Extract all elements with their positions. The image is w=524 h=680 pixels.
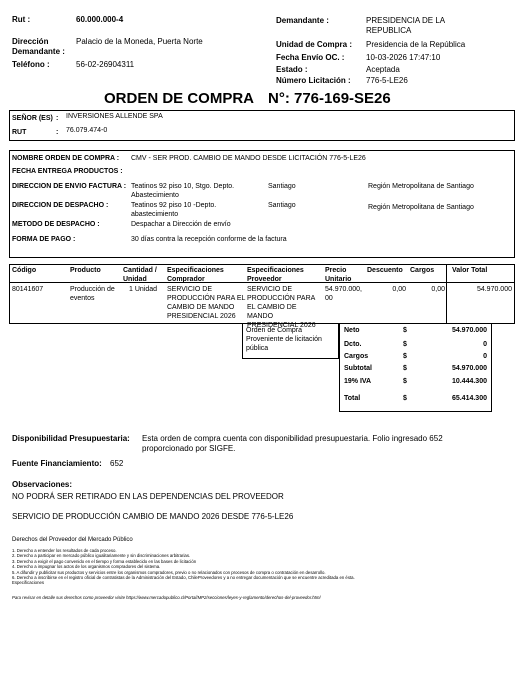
total-currency: $ xyxy=(403,327,407,334)
rut-value: 60.000.000-4 xyxy=(76,15,124,24)
total-label: Subtotal xyxy=(344,365,372,372)
fecha-envio-value: 10-03-2026 17:47:10 xyxy=(366,53,441,62)
col-precio: Precio Unitario xyxy=(325,267,352,283)
observaciones-line-2: SERVICIO DE PRODUCCIÓN CAMBIO DE MANDO 2026 DESDE 776-5-LE26 xyxy=(12,512,294,521)
derechos-item: 1. Derecho a entender los resultados de cada proceso. xyxy=(12,548,117,553)
total-label: Total xyxy=(344,395,361,402)
total-value: 0 xyxy=(483,353,487,360)
telefono-value: 56-02-26904311 xyxy=(76,60,135,69)
row-esp-comprador: SERVICIO DE PRODUCCIÓN PARA EL CAMBIO DE MANDO PRESIDENCIAL 2026 xyxy=(167,286,246,320)
despacho-region: Región Metropolitana de Santiago xyxy=(368,204,474,211)
col-cargos: Cargos xyxy=(410,267,435,274)
unidad-compra-label: Unidad de Compra : xyxy=(276,40,353,49)
estado-label: Estado : xyxy=(276,65,308,74)
total-value: 54.970.000 xyxy=(451,327,487,334)
total-currency: $ xyxy=(403,353,407,360)
presupuesto-text: Esta orden de compra cuenta con disponibilidad presupuestaria. Folio ingresado 652 proporcionado por SIGFE. xyxy=(142,434,443,453)
direccion-value: Palacio de la Moneda, Puerta Norte xyxy=(76,37,203,46)
total-value: 10.444.300 xyxy=(451,378,487,385)
order-number: N°: 776-169-SE26 xyxy=(268,90,391,107)
fecha-envio-label: Fecha Envío OC. : xyxy=(276,53,345,62)
nombre-orden-value: CMV - SER PROD. CAMBIO DE MANDO DESDE LICITACIÓN 776-5-LE26 xyxy=(131,155,366,162)
metodo-despacho-value: Despachar a Dirección de envío xyxy=(131,221,231,228)
total-value: 65.414.300 xyxy=(451,395,487,402)
col-esp-comprador: Especificaciones Comprador xyxy=(167,267,224,283)
derechos-link[interactable]: Para revisar en detalle sus derechos como proveedor visite https://www.mercadopublico.cl/Portal/MP2/secciones/leyes-y-reglamento/derechos-del-proveedor.html xyxy=(12,595,321,600)
document-title: ORDEN DE COMPRA xyxy=(104,90,255,107)
metodo-despacho-label: METODO DE DESPACHO : xyxy=(12,221,100,228)
derechos-item: 3. Derecho a exigir el pago convenido en el tiempo y forma establecido en las bases de licitación xyxy=(12,558,197,564)
col-valor-total: Valor Total xyxy=(452,267,488,274)
despacho-comuna: Santiago xyxy=(268,202,296,209)
row-cargos: 0,00 xyxy=(431,286,445,293)
nota-licitacion: Orden de Compra Proveniente de licitación pública xyxy=(246,327,322,352)
senor-label: SEÑOR (ES) xyxy=(12,115,53,122)
observaciones-line-1: NO PODRÁ SER RETIRADO EN LAS DEPENDENCIAS DEL PROVEEDOR xyxy=(12,492,284,501)
total-currency: $ xyxy=(403,365,407,372)
estado-value: Aceptada xyxy=(366,65,400,74)
presupuesto-label: Disponibilidad Presupuestaria: xyxy=(12,434,130,443)
proveedor-rut-value: 76.079.474-0 xyxy=(66,127,108,134)
total-label: Dcto. xyxy=(344,341,362,348)
demandante-value: PRESIDENCIA DE LA REPUBLICA xyxy=(366,16,445,35)
unidad-compra-value: Presidencia de la República xyxy=(366,40,466,49)
observaciones-label: Observaciones: xyxy=(12,480,73,489)
despacho-value: Teatinos 92 piso 10 -Depto. abastecimiento xyxy=(131,202,217,218)
despacho-label: DIRECCION DE DESPACHO : xyxy=(12,202,109,209)
col-cantidad: Cantidad / Unidad xyxy=(123,267,157,283)
row-cantidad: 1 Unidad xyxy=(129,286,158,293)
envio-factura-label: DIRECCION DE ENVIO FACTURA : xyxy=(12,183,127,190)
total-label: 19% IVA xyxy=(344,378,372,385)
telefono-label: Teléfono : xyxy=(12,60,50,69)
total-currency: $ xyxy=(403,378,407,385)
proveedor-rut-label: RUT xyxy=(12,129,27,136)
col-esp-proveedor: Especificaciones Proveedor xyxy=(247,267,304,283)
numero-licitacion-value: 776-5-LE26 xyxy=(366,76,408,85)
financiamiento-label: Fuente Financiamiento: xyxy=(12,459,102,468)
derechos-item: 2. Derecho a participar en mercado público igualitariamente y sin discriminaciones arbitrarias. xyxy=(12,553,191,559)
col-producto: Producto xyxy=(70,267,101,274)
col-descuento: Descuento xyxy=(367,267,403,274)
proveedor-name: INVERSIONES ALLENDE SPA xyxy=(66,113,163,120)
derechos-item: 6. Derecho a inscribirse en el registro oficial de contratistas de la Administración del Estado, ChileProveedores y a no entregar documentación que se encuentre acreditada en ésta. xyxy=(12,575,355,581)
total-value: 54.970.000 xyxy=(451,365,487,372)
derechos-item: 4. Derecho a impugnar los actos de los organismos compradores del sistema. xyxy=(12,564,161,570)
col-codigo: Código xyxy=(12,267,37,274)
envio-factura-value: Teatinos 92 piso 10, Stgo. Depto. Abastecimiento xyxy=(131,183,235,199)
nombre-orden-label: NOMBRE ORDEN DE COMPRA : xyxy=(12,155,120,162)
derechos-item: Especificaciones xyxy=(12,580,45,586)
financiamiento-value: 652 xyxy=(110,459,124,468)
direccion-label: Dirección Demandante : xyxy=(12,37,65,56)
row-descuento: 0,00 xyxy=(392,286,406,293)
rut-label: Rut : xyxy=(12,15,31,24)
total-value: 0 xyxy=(483,341,487,348)
derechos-title: Derechos del Proveedor del Mercado Público xyxy=(12,537,133,543)
row-codigo: 80141607 xyxy=(12,286,44,293)
row-esp-proveedor: SERVICIO DE PRODUCCIÓN PARA EL CAMBIO DE MANDO PRESIDENCIAL 2026 xyxy=(247,286,316,329)
fecha-entrega-label: FECHA ENTREGA PRODUCTOS : xyxy=(12,168,123,175)
forma-pago-value: 30 días contra la recepción conforme de la factura xyxy=(131,236,287,243)
demandante-label: Demandante : xyxy=(276,16,329,25)
numero-licitacion-label: Número Licitación : xyxy=(276,76,351,85)
envio-factura-region: Región Metropolitana de Santiago xyxy=(368,183,474,190)
row-valor-total: 54.970.000 xyxy=(476,286,512,293)
total-label: Neto xyxy=(344,327,360,334)
derechos-item: 5. A difundir y publicitar sus productos y servicios entre los organismos compradores, previo o no relacionados con procesos de compra o contratación en desarrollo. xyxy=(12,569,326,575)
row-producto: Producción de eventos xyxy=(70,286,115,302)
derechos-list xyxy=(12,548,512,586)
total-label: Cargos xyxy=(344,353,369,360)
envio-factura-comuna: Santiago xyxy=(268,183,296,190)
total-currency: $ xyxy=(403,395,407,402)
row-precio: 54.970.000,00 xyxy=(325,286,362,302)
total-currency: $ xyxy=(403,341,407,348)
forma-pago-label: FORMA DE PAGO : xyxy=(12,236,76,243)
